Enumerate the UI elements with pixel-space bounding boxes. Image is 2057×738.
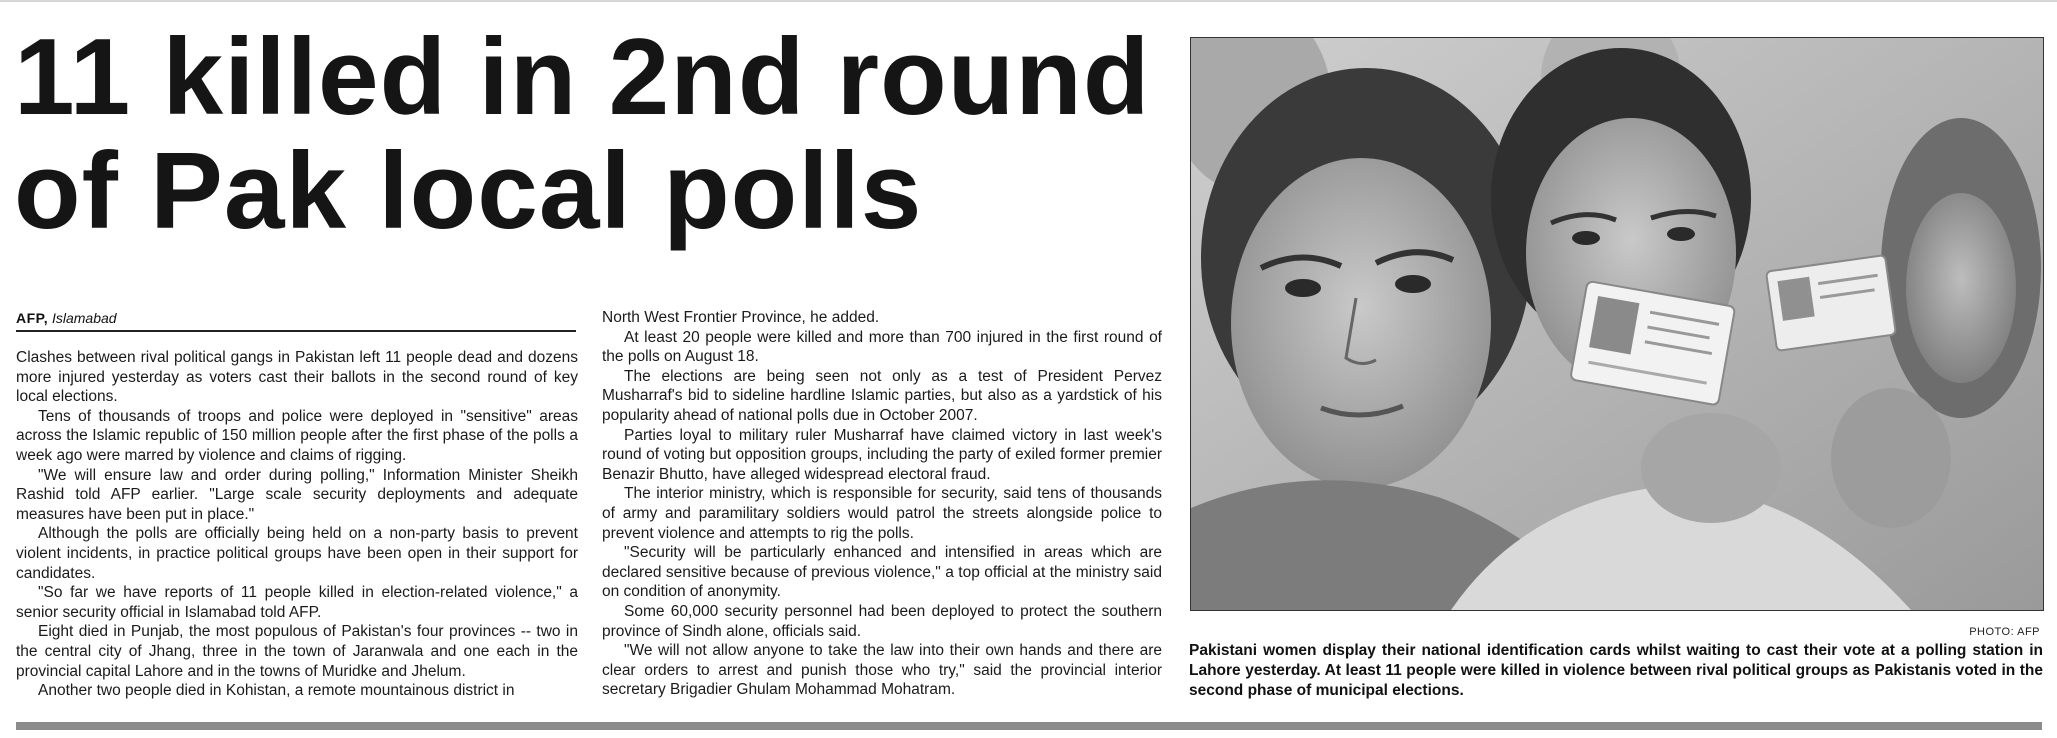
paragraph: "So far we have reports of 11 people killed in election-related violence," a senior security official in Islamabad told AFP. (16, 584, 578, 621)
paragraph: "We will ensure law and order during polling," Information Minister Sheikh Rashid told AFP earlier. "Large scale security deployments and adequate measures have been put in place." (16, 466, 578, 523)
paragraph: Tens of thousands of troops and police were deployed in "sensitive" areas across the Islamic republic of 150 million people after the first phase of the polls a week ago were marred by violence and claims of rigging. (16, 407, 578, 464)
paragraph: Although the polls are officially being held on a non-party basis to prevent violent incidents, in practice political groups have been open in their support for candidates. (16, 525, 578, 582)
bottom-rule (16, 722, 2042, 730)
photo-credit: PHOTO: AFP (1969, 626, 2040, 638)
headline-line-1: 11 killed in 2nd round (14, 16, 1151, 138)
photo-caption: Pakistani women display their national identification cards whilst waiting to cast their vote at a polling station in Lahore yesterday. At least 11 people were killed in violence between rival political groups as Pakistanis voted in the second phase of municipal elections. (1189, 642, 2043, 699)
byline-place: Islamabad (51, 310, 117, 326)
headline (14, 16, 1164, 252)
photo-illustration (1191, 38, 2043, 610)
byline (16, 310, 576, 332)
paragraph: Another two people died in Kohistan, a remote mountainous district in (38, 682, 515, 700)
paragraph: "We will not allow anyone to take the law into their own hands and there are clear orders to arrest and punish those who try," said the provincial interior secretary Brigadier Ghulam Mohammad Mohatram. (602, 642, 1162, 699)
paragraph: At least 20 people were killed and more than 700 injured in the first round of the polls on August 18. (602, 328, 1162, 366)
paragraph: Some 60,000 security personnel had been deployed to protect the southern province of Sindh alone, officials said. (602, 602, 1162, 640)
byline-agency: AFP, (16, 310, 49, 326)
paragraph: North West Frontier Province, he added. (602, 309, 880, 326)
news-photo (1190, 37, 2044, 611)
paragraph: Eight died in Punjab, the most populous of Pakistan's four provinces -- two in the central city of Jhang, three in the town of Jaranwala and one each in the provincial capital Lahore and in the towns of Muridke and Jhelum. (16, 623, 578, 680)
paragraph: The elections are being seen not only as a test of President Pervez Musharraf's bid to sideline hardline Islamic parties, but also as a yardstick of his popularity ahead of national polls due in October 2007. (602, 367, 1162, 424)
paragraph: Parties loyal to military ruler Musharraf have claimed victory in last week's round of voting but opposition groups, including the party of exiled former premier Benazir Bhutto, have alleged widespread electoral fraud. (602, 426, 1162, 483)
top-rule (0, 0, 2057, 2)
paragraph: The interior ministry, which is responsible for security, said tens of thousands of army and paramilitary soldiers would patrol the streets alongside police to prevent violence and attempts to rig the polls. (602, 485, 1162, 542)
paragraph: "Security will be particularly enhanced and intensified in areas which are declared sensitive because of previous violence," a top official at the ministry said on condition of anonymity. (602, 544, 1162, 601)
headline-line-2: of Pak local polls (14, 130, 923, 252)
article-column-2 (602, 308, 1162, 700)
article-column-1 (16, 348, 578, 701)
paragraph: Clashes between rival political gangs in Pakistan left 11 people dead and dozens more injured yesterday as voters cast their ballots in the second round of key local elections. (16, 349, 578, 406)
